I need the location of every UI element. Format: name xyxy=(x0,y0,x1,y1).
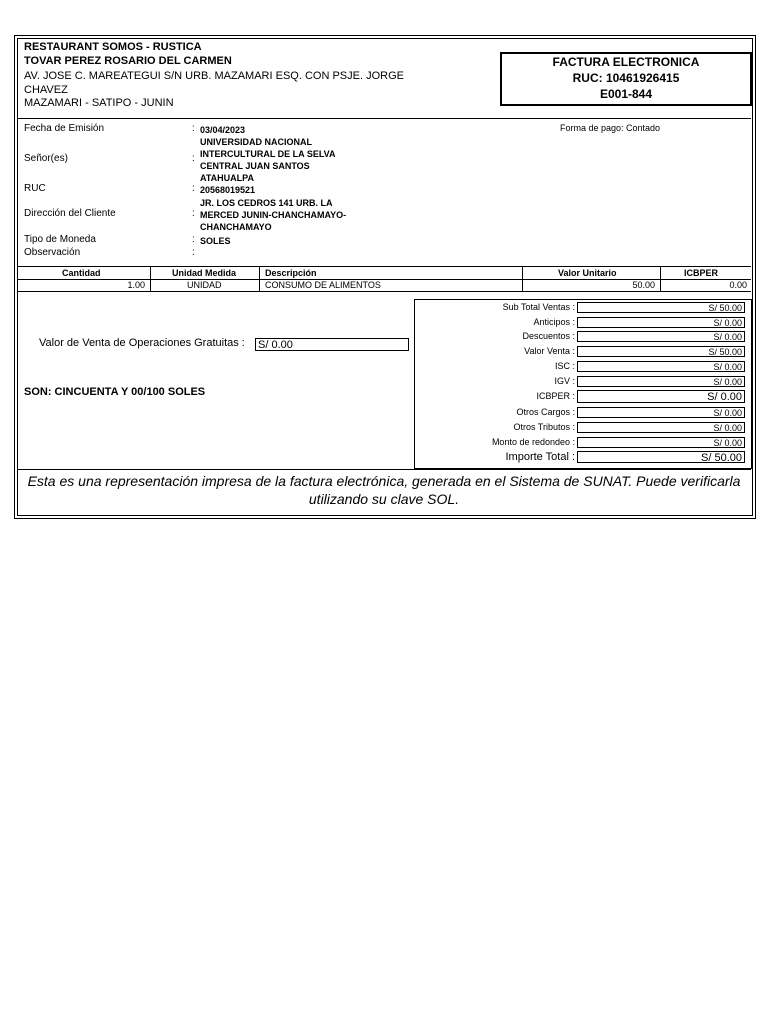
senor-colon: : xyxy=(192,153,195,164)
header-divider xyxy=(17,118,751,119)
subtotal-value: S/ 50.00 xyxy=(577,302,745,313)
row-valor-unitario: 50.00 xyxy=(632,280,655,290)
igv-value: S/ 0.00 xyxy=(577,376,745,387)
descuentos-value: S/ 0.00 xyxy=(577,331,745,342)
redondeo-label: Monto de redondeo : xyxy=(491,437,575,447)
col-separator xyxy=(259,267,260,279)
fecha-value: 03/04/2023 xyxy=(200,125,246,135)
observacion-label: Observación xyxy=(24,247,81,258)
observacion-colon: : xyxy=(192,247,195,258)
redondeo-value: S/ 0.00 xyxy=(577,437,745,448)
gratuitas-label: Valor de Venta de Operaciones Gratuitas : xyxy=(39,337,245,349)
ruc-label: RUC xyxy=(24,183,46,194)
col-valor-unitario-header: Valor Unitario xyxy=(558,268,617,278)
senor-label: Señor(es) xyxy=(24,153,68,164)
valor-venta-label: Valor Venta : xyxy=(524,346,575,356)
col-icbper-header: ICBPER xyxy=(684,268,719,278)
row-icbper: 0.00 xyxy=(729,280,747,290)
footer-note: Esta es una representación impresa de la factura electrónica, generada en el Sistema de SUNAT. Puede verificarla utilizando su clave SOL. xyxy=(27,473,741,507)
col-cantidad-header: Cantidad xyxy=(62,268,101,278)
company-name: RESTAURANT SOMOS - RUSTICA xyxy=(24,41,202,53)
row-unidad: UNIDAD xyxy=(187,280,222,290)
importe-total-value: S/ 50.00 xyxy=(577,451,745,463)
direccion-colon: : xyxy=(192,208,195,219)
row-cantidad: 1.00 xyxy=(127,280,145,290)
col-separator xyxy=(150,267,151,279)
col-unidad-header: Unidad Medida xyxy=(172,268,237,278)
icbper-value: S/ 0.00 xyxy=(577,390,745,403)
document-number: E001-844 xyxy=(599,87,653,101)
totals-box xyxy=(414,299,752,469)
otros-tributos-value: S/ 0.00 xyxy=(577,422,745,433)
fecha-colon: : xyxy=(192,123,195,134)
moneda-label: Tipo de Moneda xyxy=(24,234,96,245)
issuer-address: AV. JOSE C. MAREATEGUI S/N URB. MAZAMARI ESQ. CON PSJE. JORGE CHAVEZ xyxy=(24,70,404,96)
importe-total-label: Importe Total : xyxy=(505,451,575,463)
otros-cargos-value: S/ 0.00 xyxy=(577,407,745,418)
otros-tributos-label: Otros Tributos : xyxy=(513,422,575,432)
ruc-colon: : xyxy=(192,183,195,194)
row-descripcion: CONSUMO DE ALIMENTOS xyxy=(265,280,381,290)
owner-name: TOVAR PEREZ ROSARIO DEL CARMEN xyxy=(24,55,232,67)
fecha-label: Fecha de Emisión xyxy=(24,123,105,134)
forma-pago: Forma de pago: Contado xyxy=(560,123,661,133)
document-ruc: RUC: 10461926415 xyxy=(572,71,680,85)
otros-cargos-label: Otros Cargos : xyxy=(516,407,575,417)
senor-value: UNIVERSIDAD NACIONAL INTERCULTURAL DE LA SELVA CENTRAL JUAN SANTOS ATAHUALPA xyxy=(200,137,336,183)
document-type: FACTURA ELECTRONICA xyxy=(552,55,700,69)
issuer-location: MAZAMARI - SATIPO - JUNIN xyxy=(24,97,174,109)
amount-in-words: SON: CINCUENTA Y 00/100 SOLES xyxy=(24,386,206,398)
items-table-header xyxy=(17,266,751,280)
descuentos-label: Descuentos : xyxy=(522,331,575,341)
document-id-box xyxy=(500,52,752,106)
col-separator xyxy=(150,279,151,291)
subtotal-label: Sub Total Ventas : xyxy=(502,302,575,312)
anticipos-label: Anticipos : xyxy=(533,317,575,327)
isc-value: S/ 0.00 xyxy=(577,361,745,372)
ruc-value: 20568019521 xyxy=(200,185,256,195)
table-row xyxy=(17,279,751,292)
isc-label: ISC : xyxy=(554,361,575,371)
igv-label: IGV : xyxy=(554,376,575,386)
direccion-label: Dirección del Cliente xyxy=(24,208,116,219)
moneda-colon: : xyxy=(192,234,195,245)
moneda-value: SOLES xyxy=(200,236,231,246)
valor-venta-value: S/ 50.00 xyxy=(577,346,745,357)
gratuitas-value: S/ 0.00 xyxy=(255,338,409,351)
col-separator xyxy=(660,267,661,279)
anticipos-value: S/ 0.00 xyxy=(577,317,745,328)
direccion-value: JR. LOS CEDROS 141 URB. LA MERCED JUNIN-CHANCHAMAYO-CHANCHAMAYO xyxy=(200,198,347,232)
col-separator xyxy=(259,279,260,291)
col-separator xyxy=(522,267,523,279)
col-descripcion-header: Descripción xyxy=(265,268,317,278)
icbper-label: ICBPER : xyxy=(536,391,575,401)
